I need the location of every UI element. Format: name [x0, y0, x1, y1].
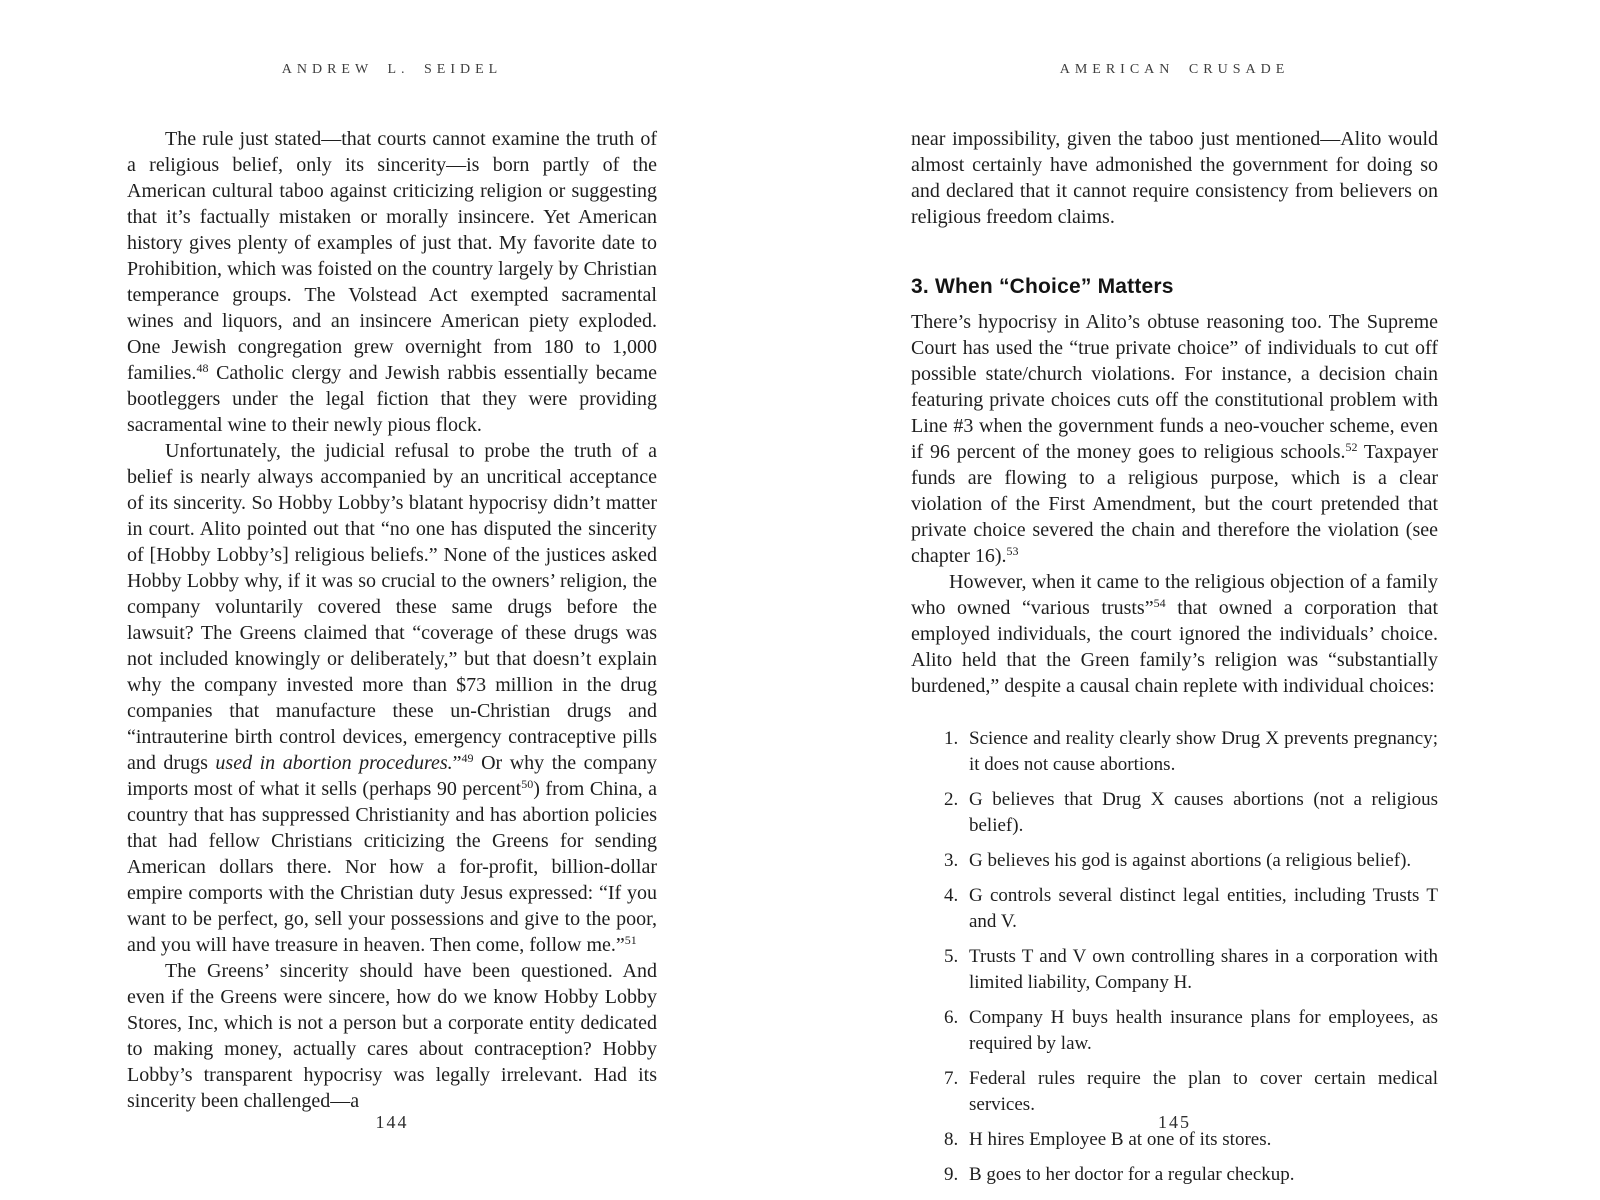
- list-item-number: 7.: [944, 1068, 959, 1089]
- footnote-reference: 50: [521, 777, 534, 791]
- section-heading: 3. When “Choice” Matters: [911, 275, 1174, 298]
- text-run: that owned a corporation that employed individuals, the court ignored the individuals’ choice. Alito held that the Green family’s religion was “substantially burdened,” despite a causal chain replete with individual choices:: [911, 597, 1438, 697]
- paragraph: [127, 958, 657, 1114]
- paragraph: [911, 309, 1438, 569]
- paragraph: [911, 569, 1438, 699]
- list-item-text: G controls several distinct legal entities, including Trusts T and V.: [969, 885, 1438, 932]
- footnote-reference: 53: [1006, 544, 1019, 558]
- text-run: Unfortunately, the judicial refusal to probe the truth of a belief is nearly always accompanied by an uncritical acceptance of its sincerity. So Hobby Lobby’s blatant hypocrisy didn’t matter in court. Alito pointed out that “no one has disputed the sincerity of [Hobby Lobby’s] religious beliefs.” None of the justices asked Hobby Lobby why, if it was so crucial to the owners’ religion, the company voluntarily covered these same drugs before the lawsuit? The Greens claimed that “coverage of these drugs was not included knowingly or deliberately,” but that doesn’t explain why the company invested more than $73 million in the drug companies that manufacture these un-Christian drugs and “intrauterine birth control devices, emergency contraceptive pills and drugs: [127, 440, 657, 774]
- list-item-number: 1.: [944, 728, 959, 749]
- text-run: Or why the company imports most of what it sells (perhaps 90 percent: [127, 752, 657, 800]
- text-run: near impossibility, given the taboo just mentioned—Alito would almost certainly have admonished the government for doing so and declared that it cannot require consistency from believers on religious freedom claims.: [911, 128, 1438, 228]
- left-page-text-column: [127, 126, 657, 1114]
- list-item-text: Federal rules require the plan to cover certain medical services.: [969, 1068, 1438, 1115]
- list-item-number: 9.: [944, 1164, 959, 1185]
- text-run: ”: [452, 752, 462, 774]
- footnote-reference: 49: [461, 751, 474, 765]
- running-head-author: ANDREW L. SEIDEL: [281, 62, 503, 77]
- list-item-text: H hires Employee B at one of its stores.: [969, 1129, 1272, 1150]
- list-item-number: 4.: [944, 885, 959, 906]
- list-item-number: 6.: [944, 1007, 959, 1028]
- text-run: The Greens’ sincerity should have been questioned. And even if the Greens were sincere, how do we know Hobby Lobby Stores, Inc, which is not a person but a corporate entity dedicated to making money, actually cares about contraception? Hobby Lobby’s transparent hypocrisy was legally irrelevant. Had its sincerity been challenged—a: [127, 960, 657, 1112]
- text-run: Taxpayer funds are flowing to a religious purpose, which is a clear violation of the First Amendment, but the court pretended that private choice severed the chain and therefore the violation (see chapter 16).: [911, 441, 1438, 567]
- list-item-number: 8.: [944, 1129, 959, 1150]
- page-number-right: 145: [1158, 1112, 1191, 1132]
- list-item: [944, 944, 1438, 996]
- list-item-text: B goes to her doctor for a regular checkup.: [969, 1164, 1295, 1185]
- footnote-reference: 51: [624, 933, 637, 947]
- text-run: However, when it came to the religious objection of a family who owned “various trusts”: [911, 571, 1438, 619]
- paragraph: [127, 126, 657, 438]
- text-run: There’s hypocrisy in Alito’s obtuse reasoning too. The Supreme Court has used the “true private choice” of individuals to cut off possible state/church violations. For instance, a decision chain featuring private choices cuts off the constitutional problem with Line #3 when the government funds a neo-voucher scheme, even if 96 percent of the money goes to religious schools.: [911, 311, 1438, 463]
- paragraph: [911, 126, 1438, 230]
- list-item-number: 5.: [944, 946, 959, 967]
- list-item: [944, 726, 1438, 778]
- footnote-reference: 48: [196, 361, 209, 375]
- paragraph: [127, 438, 657, 958]
- list-item-text: Trusts T and V own controlling shares in a corporation with limited liability, Company H.: [969, 946, 1438, 993]
- list-item: [944, 1005, 1438, 1057]
- list-item-text: G believes his god is against abortions (a religious belief).: [969, 850, 1412, 871]
- running-head-title: AMERICAN CRUSADE: [1059, 62, 1290, 77]
- text-run: ) from China, a country that has suppressed Christianity and has abortion policies that had fellow Christians criticizing the Greens for sending American dollars there. Nor how a for-profit, billion-dollar empire comports with the Christian duty Jesus expressed: “If you want to be perfect, go, sell your possessions and give to the poor, and you will have treasure in heaven. Then come, follow me.”: [127, 778, 658, 956]
- list-item-text: Company H buys health insurance plans for employees, as required by law.: [969, 1007, 1438, 1054]
- list-item-number: 3.: [944, 850, 959, 871]
- list-item: [944, 883, 1438, 935]
- footnote-reference: 52: [1345, 440, 1358, 454]
- footnote-reference: 54: [1153, 596, 1166, 610]
- right-page-text-column: [911, 126, 1438, 1197]
- list-item: [944, 1162, 1438, 1188]
- list-item-number: 2.: [944, 789, 959, 810]
- list-item: [944, 787, 1438, 839]
- text-run: Catholic clergy and Jewish rabbis essentially became bootleggers under the legal fiction that they were providing sacramental wine to their newly pious flock.: [127, 362, 657, 436]
- list-item: [944, 848, 1438, 874]
- page-number-left: 144: [375, 1112, 409, 1132]
- text-run: The rule just stated—that courts cannot examine the truth of a religious belief, only its sincerity—is born partly of the American cultural taboo against criticizing religion or suggesting that it’s factually mistaken or morally insincere. Yet American history gives plenty of examples of just that. My favorite date to Prohibition, which was foisted on the country largely by Christian temperance groups. The Volstead Act exempted sacramental wines and liquors, and an insincere American piety exploded. One Jewish congregation grew overnight from 180 to 1,000 families.: [127, 128, 657, 384]
- list-item-text: Science and reality clearly show Drug X prevents pregnancy; it does not cause abortions.: [969, 728, 1438, 775]
- list-item-text: G believes that Drug X causes abortions (not a religious belief).: [969, 789, 1438, 836]
- list-item: [944, 1066, 1438, 1118]
- italic-text-run: used in abortion procedures.: [215, 752, 453, 774]
